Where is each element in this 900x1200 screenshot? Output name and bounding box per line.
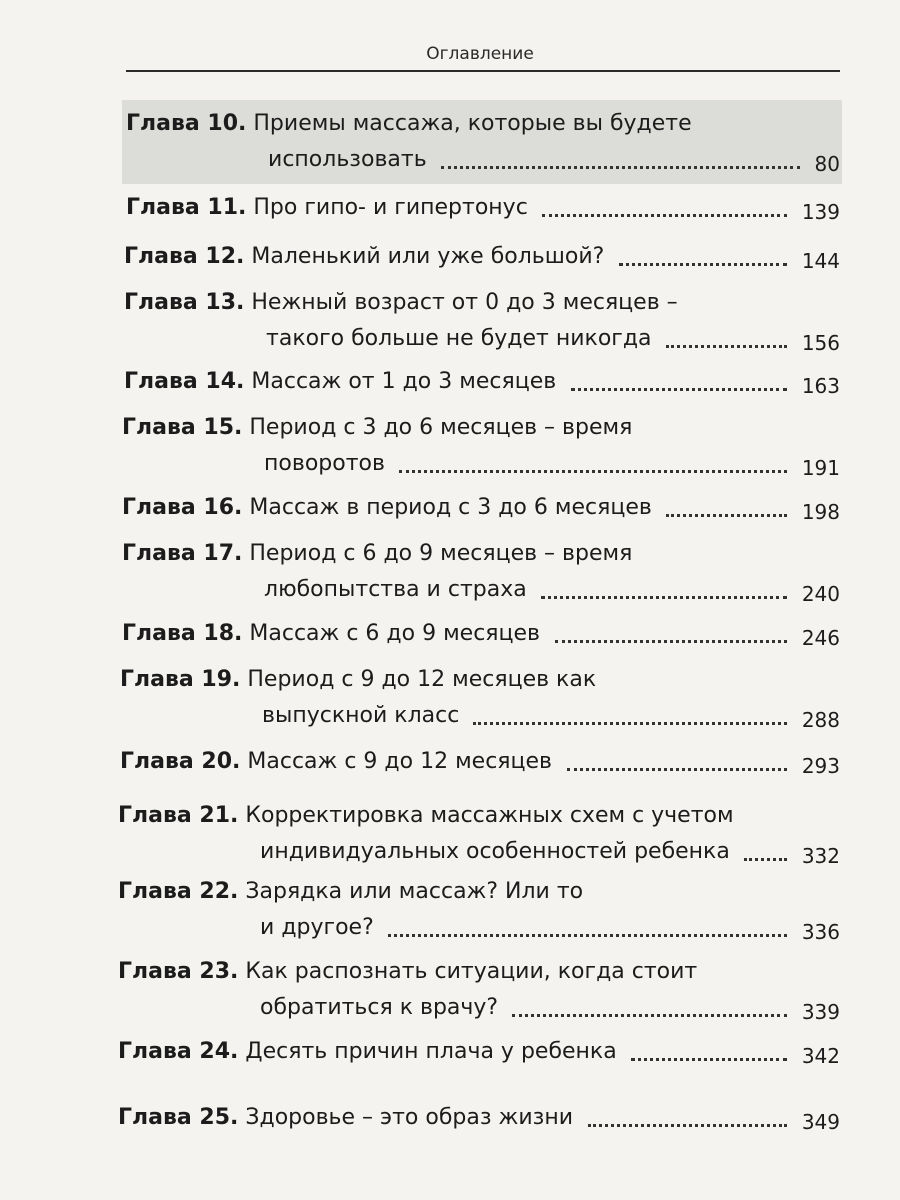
page-number: 336 — [801, 920, 840, 944]
dot-leader — [744, 858, 788, 861]
chapter-number: Глава 20. — [120, 749, 241, 774]
dot-leader — [567, 768, 788, 771]
page-number: 349 — [801, 1110, 840, 1134]
dot-leader — [512, 1014, 787, 1017]
page-number: 293 — [801, 754, 840, 778]
page-number: 339 — [801, 1000, 840, 1024]
chapter-title-continued: любопытства и страха — [264, 577, 527, 602]
chapter-title-continued: обратиться к врачу? — [260, 995, 499, 1020]
chapter-title: Период с 9 до 12 месяцев как — [247, 667, 597, 692]
chapter-title: Массаж от 1 до 3 месяцев — [251, 369, 557, 394]
page-number: 80 — [814, 152, 840, 176]
chapter-number: Глава 21. — [118, 803, 239, 828]
dot-leader — [571, 388, 788, 391]
chapter-number: Глава 24. — [118, 1039, 239, 1064]
page-number: 342 — [801, 1044, 840, 1068]
chapter-number: Глава 22. — [118, 879, 239, 904]
page-number: 191 — [801, 456, 840, 480]
chapter-number: Глава 16. — [122, 495, 243, 520]
page-number: 288 — [801, 708, 840, 732]
chapter-number: Глава 17. — [122, 541, 243, 566]
page-number: 246 — [801, 626, 840, 650]
dot-leader — [473, 722, 787, 725]
chapter-title-continued: такого больше не будет никогда — [266, 326, 652, 351]
chapter-title: Массаж с 9 до 12 месяцев — [247, 749, 553, 774]
chapter-number: Глава 14. — [124, 369, 245, 394]
chapter-title-continued: и другое? — [260, 915, 374, 940]
dot-leader — [666, 514, 787, 517]
chapter-number: Глава 18. — [122, 621, 243, 646]
chapter-number: Глава 11. — [126, 195, 247, 220]
chapter-title: Корректировка массажных схем с учетом — [245, 803, 734, 828]
dot-leader — [541, 596, 788, 599]
chapter-number: Глава 23. — [118, 959, 239, 984]
dot-leader — [542, 214, 787, 217]
chapter-title: Период с 3 до 6 месяцев – время — [249, 415, 633, 440]
chapter-number: Глава 15. — [122, 415, 243, 440]
chapter-number: Глава 13. — [124, 290, 245, 315]
chapter-title: Как распознать ситуации, когда стоит — [245, 959, 698, 984]
chapter-title: Про гипо- и гипертонус — [253, 195, 528, 220]
chapter-title: Период с 6 до 9 месяцев – время — [249, 541, 633, 566]
page-number: 332 — [801, 844, 840, 868]
chapter-number: Глава 19. — [120, 667, 241, 692]
page-number: 240 — [801, 582, 840, 606]
page-header-title: Оглавление — [426, 44, 534, 64]
chapter-title-continued: выпускной класс — [262, 703, 460, 728]
dot-leader — [399, 470, 787, 473]
dot-leader — [619, 263, 787, 266]
chapter-title: Здоровье – это образ жизни — [245, 1105, 574, 1130]
page-number: 198 — [801, 500, 840, 524]
chapter-title-continued: индивидуальных особенностей ребенка — [260, 839, 730, 864]
chapter-title: Десять причин плача у ребенка — [245, 1039, 617, 1064]
chapter-number: Глава 12. — [124, 244, 245, 269]
chapter-title: Зарядка или массаж? Или то — [245, 879, 584, 904]
page-number: 163 — [801, 374, 840, 398]
page-number: 139 — [801, 200, 840, 224]
chapter-title-continued: поворотов — [264, 451, 385, 476]
chapter-title: Приемы массажа, которые вы будете — [253, 111, 692, 136]
chapter-title-continued: использовать — [268, 147, 427, 172]
dot-leader — [666, 345, 788, 348]
chapter-number: Глава 10. — [126, 111, 247, 136]
dot-leader — [631, 1058, 787, 1061]
chapter-title: Нежный возраст от 0 до 3 месяцев – — [251, 290, 678, 315]
dot-leader — [388, 934, 788, 937]
chapter-title: Массаж с 6 до 9 месяцев — [249, 621, 541, 646]
chapter-number: Глава 25. — [118, 1105, 239, 1130]
page-number: 144 — [801, 249, 840, 273]
chapter-title: Массаж в период с 3 до 6 месяцев — [249, 495, 652, 520]
dot-leader — [588, 1124, 788, 1127]
dot-leader — [441, 166, 801, 169]
dot-leader — [555, 640, 788, 643]
page-number: 156 — [801, 331, 840, 355]
chapter-title: Маленький или уже большой? — [251, 244, 605, 269]
